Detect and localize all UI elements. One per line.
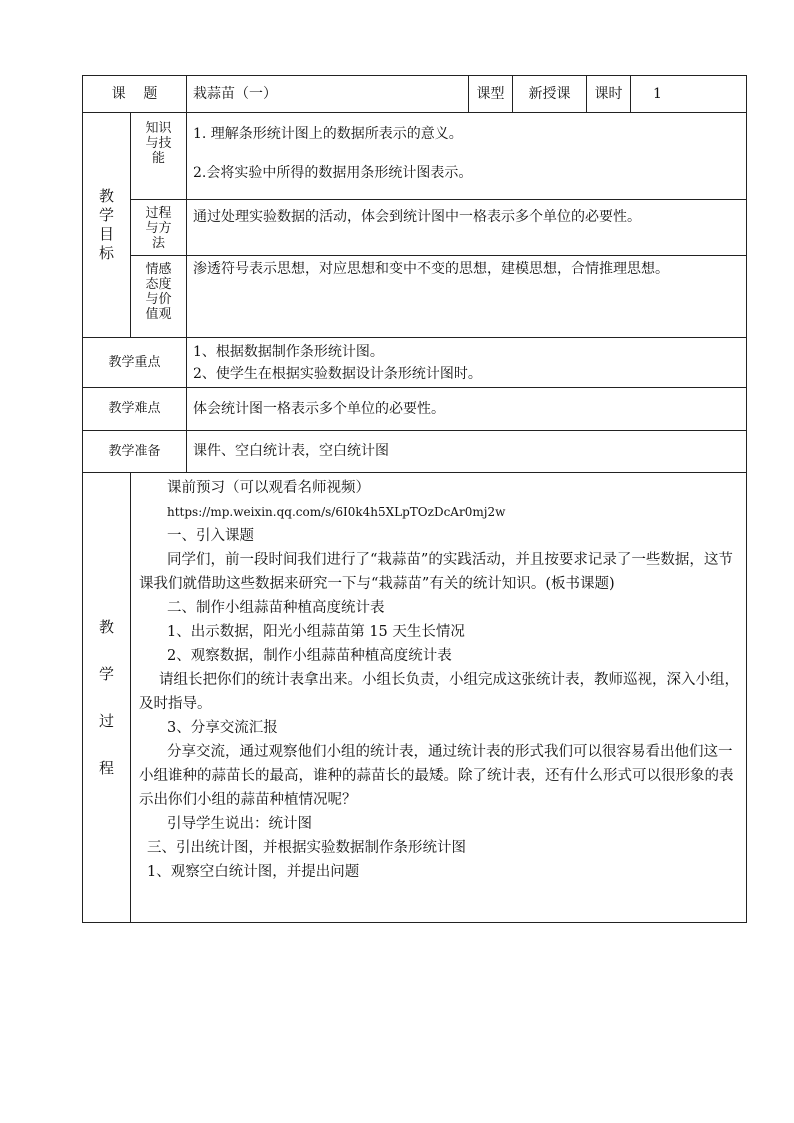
topic-label: 课 题 bbox=[83, 76, 187, 113]
goals-label-char: 教 bbox=[98, 187, 114, 205]
knowledge-item: 1. 理解条形统计图上的数据所表示的意义。 bbox=[193, 126, 463, 142]
video-link[interactable]: https://mp.weixin.qq.com/s/6I0k4h5XLpTOzDcAr0mj2w bbox=[167, 505, 506, 519]
process-section-label-char: 学 bbox=[98, 664, 114, 683]
preview-line: 课前预习（可以观看名师视频） bbox=[167, 480, 370, 496]
preparation-content: 课件、空白统计表，空白统计图 bbox=[187, 431, 747, 473]
process-section-label-char: 过 bbox=[98, 711, 114, 730]
teaching-process-row bbox=[83, 473, 747, 923]
key-points-label: 教学重点 bbox=[83, 338, 187, 388]
knowledge-content bbox=[187, 113, 747, 200]
hours-label: 课时 bbox=[587, 76, 631, 113]
goal-knowledge-row bbox=[83, 113, 747, 200]
emotion-label bbox=[131, 256, 187, 338]
key-point-item: 2、使学生在根据实验数据设计条形统计图时。 bbox=[193, 365, 482, 382]
process-content: 通过处理实验数据的活动，体会到统计图中一格表示多个单位的必要性。 bbox=[187, 200, 747, 256]
type-value: 新授课 bbox=[513, 76, 587, 113]
preparation-row bbox=[83, 431, 747, 473]
paragraph: 同学们，前一段时间我们进行了“栽蒜苗”的实践活动，并且按要求记录了一些数据，这节课我们就借助这些数据来研究一下与“栽蒜苗”有关的统计知识。(板书课题) bbox=[139, 552, 733, 592]
difficulty-row bbox=[83, 388, 747, 431]
paragraph: 分享交流，通过观察他们小组的统计表，通过统计表的形式我们可以很容易看出他们这一小组谁种的蒜苗长的最高，谁种的蒜苗长的最矮。除了统计表，还有什么形式可以很形象的表示出你们小组的蒜苗种植情况呢？ bbox=[139, 744, 734, 808]
paragraph: 请组长把你们的统计表拿出来。小组长负责，小组完成这张统计表，教师巡视，深入小组，及时指导。 bbox=[139, 672, 739, 712]
section-heading: 三、引出统计图，并根据实验数据制作条形统计图 bbox=[147, 840, 466, 856]
step-line: 2、观察数据，制作小组蒜苗种植高度统计表 bbox=[167, 648, 452, 664]
lesson-plan-table bbox=[82, 75, 747, 923]
type-label: 课型 bbox=[469, 76, 513, 113]
process-section-label-char: 教 bbox=[98, 617, 114, 636]
knowledge-label-line: 与技 bbox=[145, 136, 172, 151]
emotion-label-line: 与价 bbox=[145, 292, 172, 307]
step-line: 1、观察空白统计图，并提出问题 bbox=[147, 864, 360, 880]
process-label-line: 过程 bbox=[145, 206, 172, 221]
goals-label-char: 目 bbox=[98, 225, 114, 243]
goals-label bbox=[83, 113, 131, 338]
header-row bbox=[83, 76, 747, 113]
key-points-row bbox=[83, 338, 747, 388]
knowledge-label-line: 能 bbox=[151, 151, 165, 166]
goal-process-row bbox=[83, 200, 747, 256]
section-heading: 二、制作小组蒜苗种植高度统计表 bbox=[167, 600, 385, 616]
preparation-label: 教学准备 bbox=[83, 431, 187, 473]
knowledge-item: 2.会将实验中所得的数据用条形统计图表示。 bbox=[193, 165, 473, 181]
key-point-item: 1、根据数据制作条形统计图。 bbox=[193, 343, 384, 360]
emotion-label-line: 态度 bbox=[145, 277, 172, 292]
process-label bbox=[131, 200, 187, 256]
guide-line: 引导学生说出：统计图 bbox=[167, 816, 312, 832]
emotion-content: 渗透符号表示思想，对应思想和变中不变的思想，建模思想，合情推理思想。 bbox=[187, 256, 747, 338]
lesson-plan-page bbox=[82, 75, 746, 923]
goals-label-char: 学 bbox=[98, 206, 114, 224]
step-line: 3、分享交流汇报 bbox=[167, 720, 278, 736]
section-heading: 一、引入课题 bbox=[167, 528, 254, 544]
process-label-line: 与方 bbox=[145, 221, 172, 236]
process-section-label bbox=[83, 473, 131, 923]
process-section-label-char: 程 bbox=[98, 758, 114, 777]
difficulty-content: 体会统计图一格表示多个单位的必要性。 bbox=[187, 388, 747, 431]
emotion-label-line: 值观 bbox=[145, 307, 172, 322]
knowledge-label bbox=[131, 113, 187, 200]
emotion-label-line: 情感 bbox=[145, 262, 172, 277]
step-line: 1、出示数据，阳光小组蒜苗第 15 天生长情况 bbox=[167, 624, 465, 640]
goals-label-char: 标 bbox=[98, 244, 114, 262]
process-label-line: 法 bbox=[151, 236, 165, 251]
topic-value: 栽蒜苗（一） bbox=[187, 76, 469, 113]
knowledge-label-line: 知识 bbox=[145, 121, 172, 136]
key-points-content bbox=[187, 338, 747, 388]
difficulty-label: 教学难点 bbox=[83, 388, 187, 431]
process-section-content bbox=[131, 473, 747, 923]
hours-value: 1 bbox=[631, 76, 747, 113]
goal-emotion-row bbox=[83, 256, 747, 338]
